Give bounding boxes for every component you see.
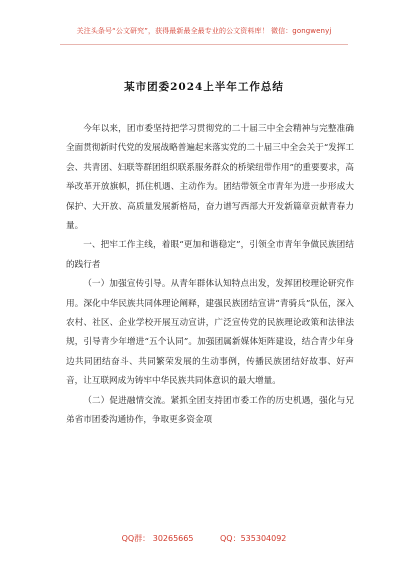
paragraph-section-1-2: （二）促进融情交流。紧抓全团支持团市委工作的历史机遇，强化与兄弟省市团委沟通协作，争取更多资金项	[66, 395, 354, 426]
paragraph-section-1-1: （一）加强宣传引导。从青年群体认知特点出发，发挥团校理论研究作用。深化中华民族共同体理论阐释，建强民族团结宣讲“青骑兵”队伍，深入农村、社区、企业学校开展互动宣讲，广泛宣传党的民族理论政策和法律法规，引导青少年增进“五个认同”。加强团属新媒体矩阵建设，结合青少年身边共同团结奋斗、共同繁荣发展的生动事例，传播民族团结好故事、好声音，让互联网成为铸牢中华民族共同体意识的最大增量。	[66, 279, 354, 387]
paragraph-intro: 今年以来，团市委坚持把学习贯彻党的二十届三中全会精神与完整准确全面贯彻新时代党的发展战略普遍起来落实党的二十届三中全会关于“发挥工会、共青团、妇联等群团组织联系服务群众的桥梁纽带作用”的重要要求，高举改革开放旗帜，抓住机遇、主动作为。团结带领全市青年为进一步形成大保护、大开放、高质量发展新格局，奋力谱写西部大开发新篇章贡献青春力量。	[66, 124, 354, 232]
qq-group-number: QQ群： 30265665	[121, 534, 194, 543]
qq-number: QQ：535304092	[220, 534, 287, 543]
footer-contact	[0, 533, 408, 544]
section-heading-1: 一、把牢工作主线，着眼“更加和谐稳定”，引领全市青年争做民族团结的践行者	[66, 240, 354, 270]
document-body	[66, 120, 354, 431]
document-title: 某市团委2024上半年工作总结	[124, 81, 284, 93]
header-banner: 关注头条号“公文研究”，获得最新最全最专业的公文资料库！ 微信：gongwenyj	[76, 27, 332, 35]
header-divider	[60, 44, 348, 45]
